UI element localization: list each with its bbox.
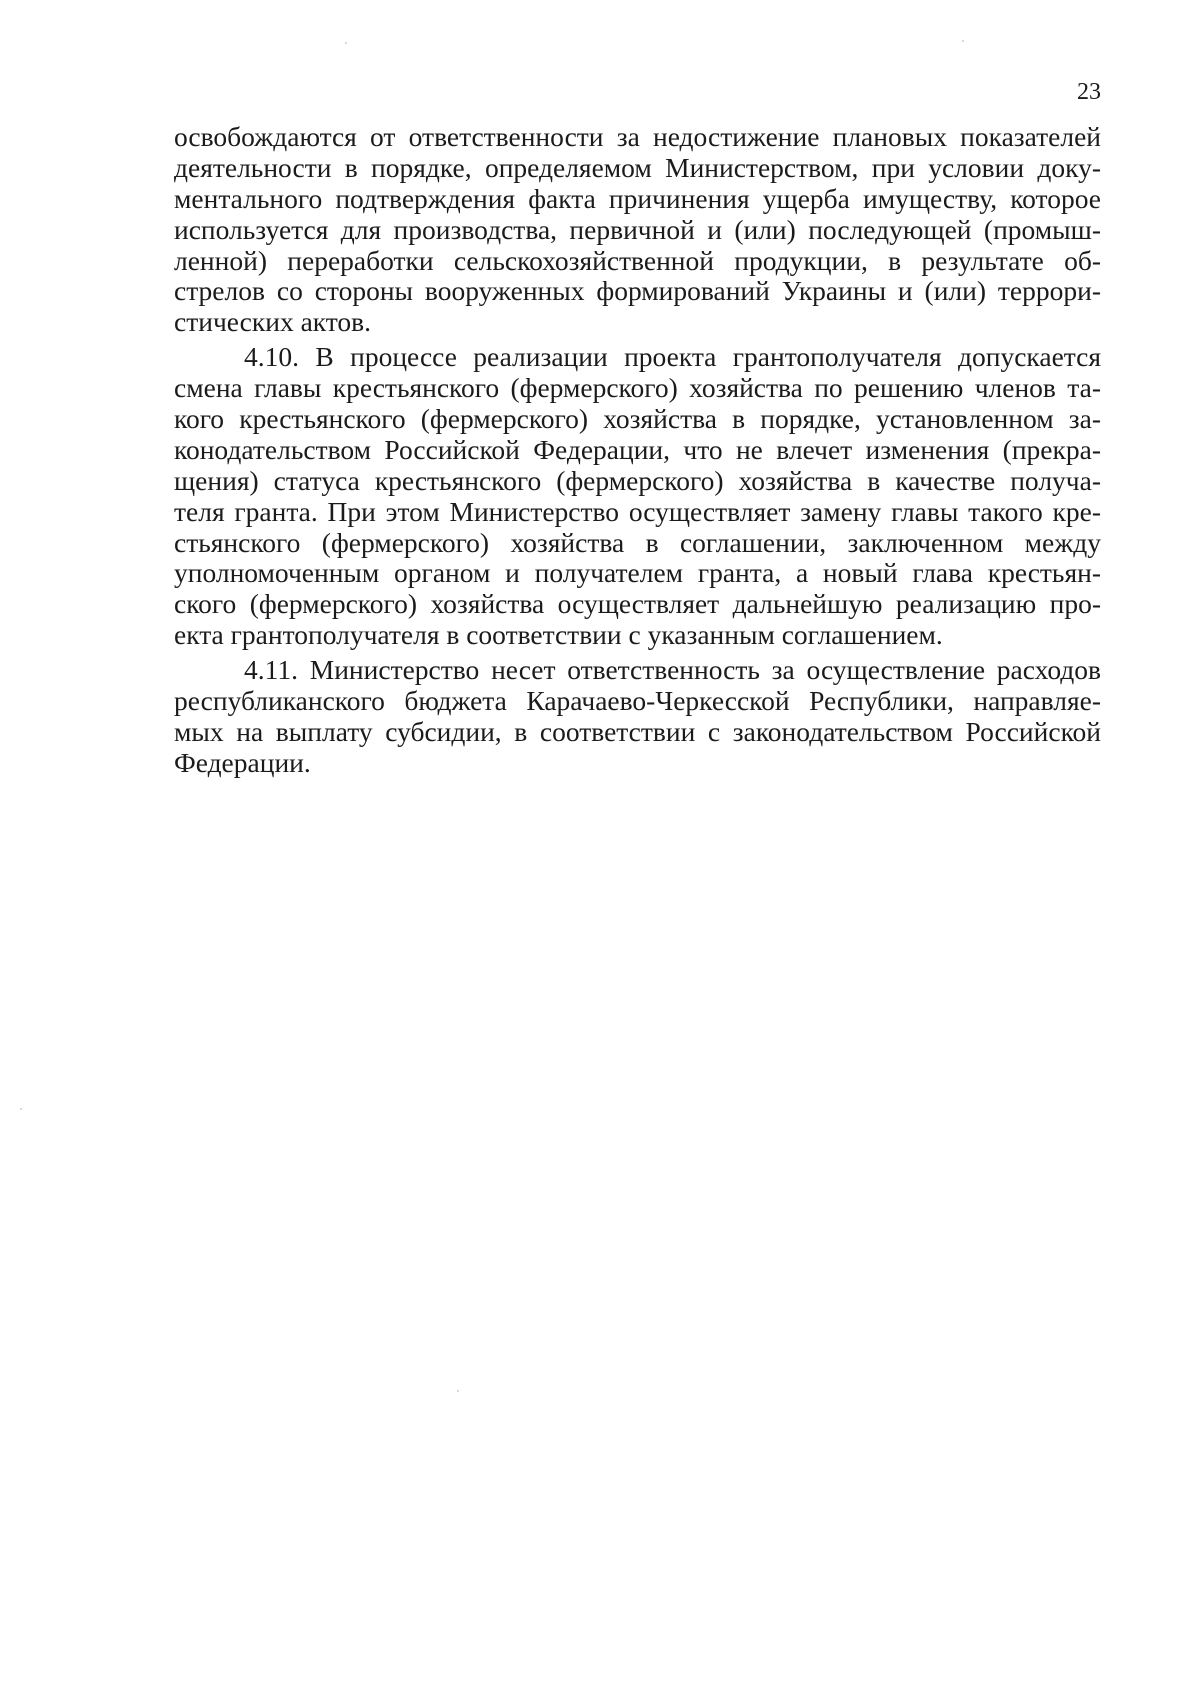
text-line: деятельности в порядке, определяемом Министерством, при условии доку- (174, 152, 1101, 183)
text-line: 4.11. Министерство несет ответственность за осуществление расходов (244, 655, 1101, 686)
text-line: ского (фермерского) хозяйства осуществляет дальнейшую реализацию про- (174, 589, 1101, 620)
text-line: уполномоченным органом и получателем гранта, а новый глава крестьян- (174, 558, 1101, 589)
text-line: теля гранта. При этом Министерство осуществляет замену главы такого кре- (174, 496, 1101, 527)
text-line: Федерации. (174, 747, 311, 778)
text-line: стьянского (фермерского) хозяйства в соглашении, заключенном между (174, 527, 1101, 558)
page-number: 23 (1077, 79, 1101, 105)
document-body (174, 122, 1101, 779)
text-line: щения) статуса крестьянского (фермерского) хозяйства в качестве получа- (174, 465, 1101, 496)
paragraph-4-11 (174, 655, 1101, 779)
scan-speck (457, 1390, 459, 1392)
text-line: смена главы крестьянского (фермерского) хозяйства по решению членов та- (174, 373, 1101, 404)
scan-speck (345, 42, 347, 44)
text-line: стрелов со стороны вооруженных формирований Украины и (или) террори- (174, 276, 1101, 307)
text-line: екта грантополучателя в соответствии с указанным соглашением. (174, 620, 943, 651)
text-line: ленной) переработки сельскохозяйственной продукции, в результате об- (174, 245, 1101, 276)
text-line: используется для производства, первичной и (или) последующей (промыш- (174, 214, 1101, 245)
text-line: конодательством Российской Федерации, что не влечет изменения (прекра- (174, 434, 1101, 465)
text-line: кого крестьянского (фермерского) хозяйства в порядке, установленном за- (174, 404, 1101, 435)
text-line: стических актов. (174, 307, 372, 338)
text-line: освобождаются от ответственности за недостижение плановых показателей (174, 122, 1101, 152)
paragraph-continuation (174, 122, 1101, 338)
text-line: ментального подтверждения факта причинения ущерба имуществу, которое (174, 183, 1101, 214)
scan-speck (20, 1108, 22, 1110)
text-line: мых на выплату субсидии, в соответствии с законодательством Российской (174, 716, 1101, 747)
text-line: республиканского бюджета Карачаево-Черкесской Республики, направляе- (174, 686, 1101, 717)
paragraph-4-10 (174, 342, 1101, 651)
text-line: 4.10. В процессе реализации проекта грантополучателя допускается (244, 342, 1101, 373)
scan-speck (962, 40, 964, 42)
